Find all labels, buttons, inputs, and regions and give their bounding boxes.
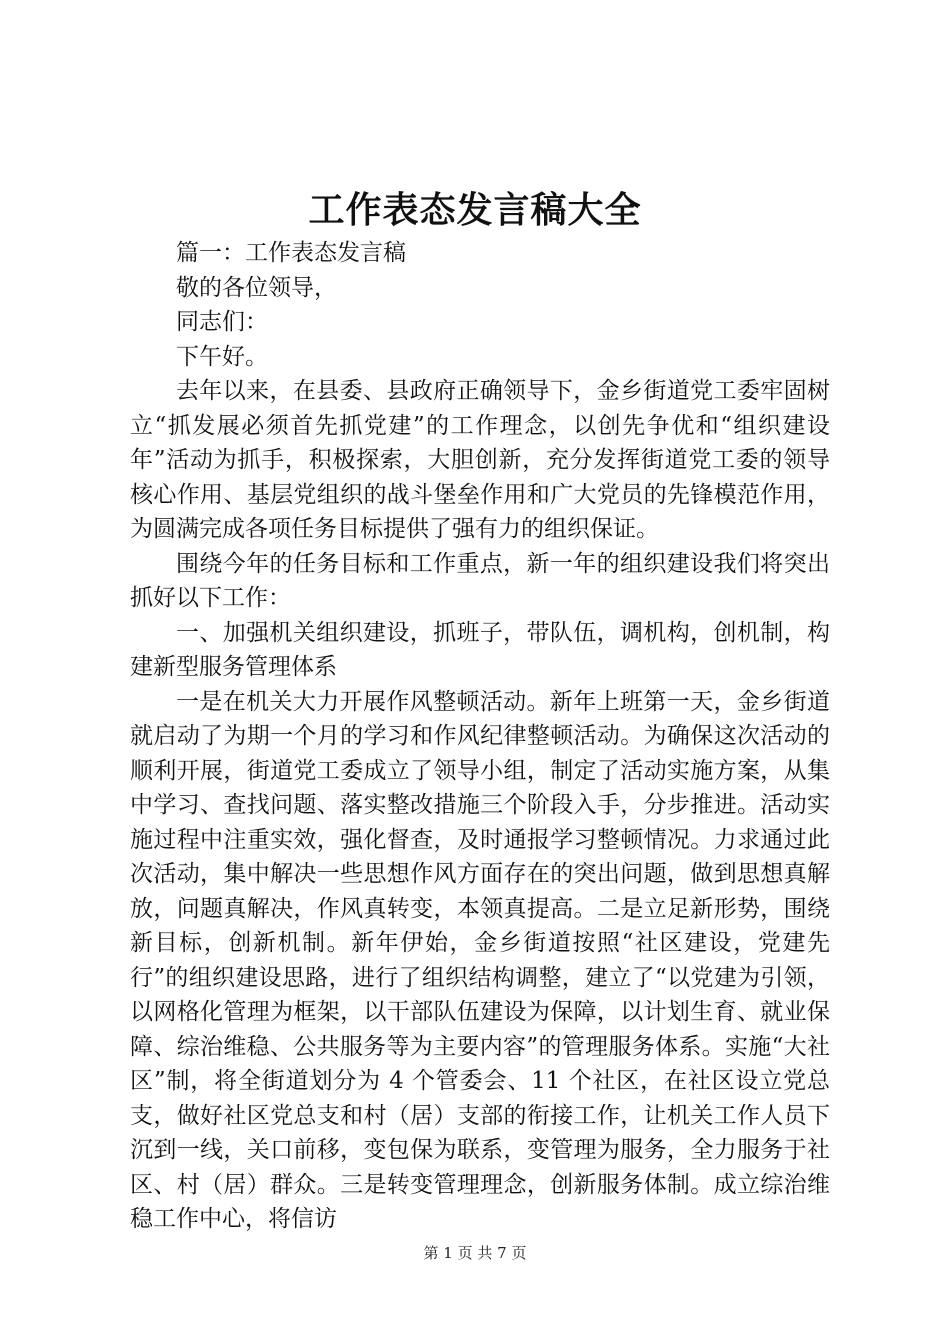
paragraph-intro-tasks: 围绕今年的任务目标和工作重点，新一年的组织建设我们将突出抓好以下工作： <box>130 550 830 611</box>
page-number-footer: 第 1 页 共 7 页 <box>423 1244 527 1262</box>
paragraph-point-one-heading: 一、加强机关组织建设，抓班子，带队伍，调机构，创机制，构建新型服务管理体系 <box>130 619 830 680</box>
document-body <box>130 236 830 1237</box>
paragraph-salutation-comrades: 同志们： <box>176 309 268 335</box>
paragraph-greeting: 下午好。 <box>176 343 268 370</box>
document-title: 工作表态发言稿大全 <box>308 189 642 231</box>
paragraph-point-one-detail: 一是在机关大力开展作风整顿活动。新年上班第一天，金乡街道就启动了为期一个月的学习和作风纪律整顿活动。为确保这次活动的顺利开展，街道党工委成立了领导小组，制定了活动实施方案，从集中学习、查找问题、落实整改措施三个阶段入手，分步推进。活动实施过程中注重实效，强化督查，及时通报学习整顿情况。力求通过此次活动，集中解决一些思想作风方面存在的突出问题，做到思想真解放，问题真解决，作风真转变，本领真提高。二是立足新形势，围绕新目标，创新机制。新年伊始，金乡街道按照“社区建设，党建先行”的组织建设思路，进行了组织结构调整，建立了“以党建为引领，以网格化管理为框架，以干部队伍建设为保障，以计划生育、就业保障、综治维稳、公共服务等为主要内容”的管理服务体系。实施“大社区”制，将全街道划分为 4 个管委会、11 个社区，在社区设立党总支，做好社区党总支和村（居）支部的衔接工作，让机关工作人员下沉到一线，关口前移，变包保为联系，变管理为服务，全力服务于社区、村（居）群众。三是转变管理理念，创新服务体制。成立综治维稳工作中心，将信访 <box>130 688 830 1232</box>
paragraph-section-heading: 篇一：工作表态发言稿 <box>176 240 406 266</box>
paragraph-salutation: 敬的各位领导， <box>176 274 337 301</box>
paragraph-review: 去年以来，在县委、县政府正确领导下，金乡街道党工委牢固树立“抓发展必须首先抓党建”的工作理念，以创先争优和“组织建设年”活动为抓手，积极探索，大胆创新，充分发挥街道党工委的领导核心作用、基层党组织的战斗堡垒作用和广大党员的先锋模范作用，为圆满完成各项任务目标提供了强有力的组织保证。 <box>130 378 830 542</box>
